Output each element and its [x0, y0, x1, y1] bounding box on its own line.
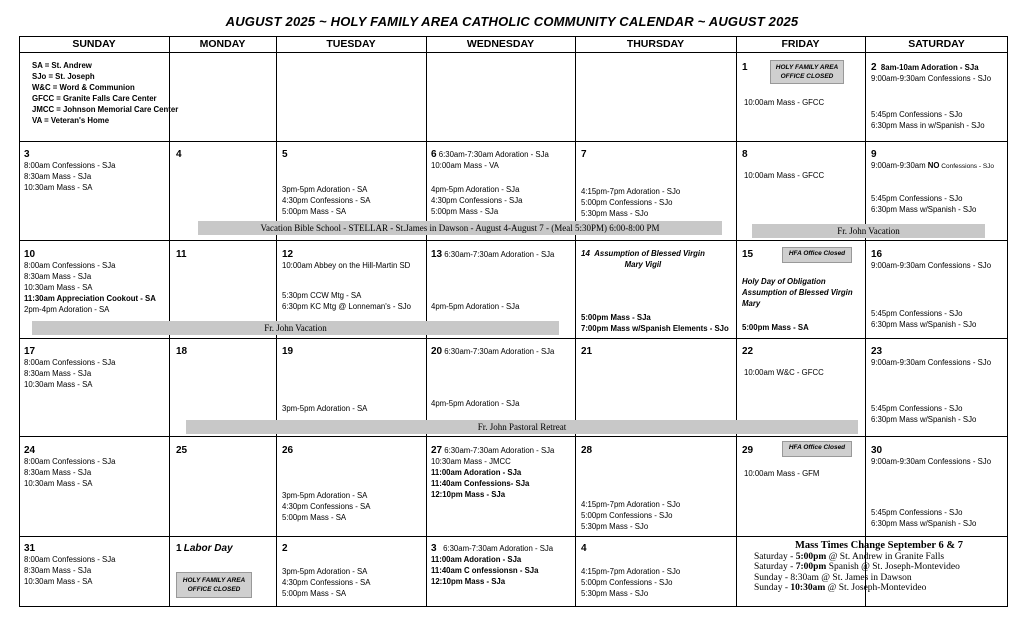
day-header-wednesday: WEDNESDAY [466, 38, 535, 50]
event: 4pm-5pm Adoration - SJa [431, 302, 520, 311]
row-divider [19, 52, 1008, 53]
day-4 [176, 149, 182, 160]
day-number: 3 [431, 543, 437, 554]
legend-item: JMCC = Johnson Memorial Care Center [32, 105, 179, 114]
day-number: 4 [176, 149, 182, 160]
day-number: 5 [282, 149, 288, 160]
day-number: 22 [742, 346, 754, 357]
notice-title: Mass Times Change September 6 & 7 [795, 540, 963, 551]
events: 3pm-5pm Adoration - SA 4:30pm Confessions - SA 5:00pm Mass - SA [282, 567, 371, 598]
day-number: 17 [24, 346, 36, 357]
event: 10:00am W&C - GFCC [744, 368, 824, 377]
office-closed-badge: HOLY FAMILY AREA OFFICE CLOSED [770, 60, 844, 84]
vbs-banner: Vacation Bible School - STELLAR - St.James in Dawson - August 4-August 7 - (Meal 5:30PM) 6:00-8:00 PM [198, 221, 722, 235]
day-header-sunday: SUNDAY [72, 38, 116, 50]
events: 5:45pm Confessions - SJo 6:30pm Mass w/Spanish - SJo [871, 508, 977, 528]
day-13: 13 6:30am-7:30am Adoration - SJa [431, 249, 555, 260]
day-3: 3 8:00am Confessions - SJa 8:30am Mass - SJa 10:30am Mass - SA [24, 149, 116, 192]
day-number: 21 [581, 346, 593, 357]
day-6: 6 6:30am-7:30am Adoration - SJa 10:00am Mass - VA [431, 149, 549, 170]
day-header-friday: FRIDAY [781, 38, 820, 50]
day-number: 31 [24, 543, 36, 554]
legend [32, 60, 178, 126]
day-number: 2 [871, 62, 877, 73]
events: 5:00pm Mass - SJa 7:00pm Mass w/Spanish Elements - SJo [581, 313, 729, 333]
legend-item: SA = St. Andrew [32, 61, 92, 70]
day-number: 10 [24, 249, 36, 260]
day-number: 30 [871, 445, 883, 456]
row-divider [19, 436, 1008, 437]
day-sept-1: 1 Labor Day [176, 543, 233, 554]
day-number: 12 [282, 249, 294, 260]
event: 10:00am Mass - GFM [744, 469, 820, 478]
notice-line: Sunday - 8:30am @ St. James in Dawson [754, 572, 912, 583]
retreat-banner: Fr. John Pastoral Retreat [186, 420, 858, 434]
day-10: 10 8:00am Confessions - SJa 8:30am Mass - SJa 10:30am Mass - SA 11:30am Appreciation Cookout - SA 2pm-4pm Adoration - SA [24, 249, 156, 314]
day-header-monday: MONDAY [199, 38, 246, 50]
col-divider [575, 36, 576, 607]
day-27: 27 6:30am-7:30am Adoration - SJa 10:30am Mass - JMCC 11:00am Adoration - SJa 11:40am Confessions- SJa 12:10pm Mass - SJa [431, 445, 555, 499]
mass-times-change-notice [754, 541, 1004, 594]
day-number: 11 [176, 249, 187, 260]
day-22 [742, 346, 753, 357]
legend-item: W&C = Word & Communion [32, 83, 135, 92]
day-number: 7 [581, 149, 587, 160]
day-30: 30 9:00am-9:30am Confessions - SJo [871, 445, 992, 466]
events: 5:45pm Confessions - SJo 6:30pm Mass in w/Spanish - SJo [871, 110, 985, 130]
day-number: 14 [581, 249, 590, 258]
day-number: 8 [742, 149, 748, 160]
day-17: 17 8:00am Confessions - SJa 8:30am Mass - SJa 10:30am Mass - SA [24, 346, 116, 389]
day-14: 14 Assumption of Blessed Virgin Mary Vigil [581, 249, 705, 269]
row-divider [19, 536, 1008, 537]
day-number: 27 [431, 445, 443, 456]
calendar-title: AUGUST 2025 ~ HOLY FAMILY AREA CATHOLIC COMMUNITY CALENDAR ~ AUGUST 2025 [225, 14, 799, 29]
day-sept-4 [581, 543, 587, 554]
day-header-tuesday: TUESDAY [326, 38, 376, 50]
day-29 [742, 445, 753, 456]
day-number: 25 [176, 445, 188, 456]
day-7 [581, 149, 587, 160]
day-9: 9 9:00am-9:30am NO Confessions - SJo [871, 149, 995, 170]
day-number: 18 [176, 346, 188, 357]
day-20: 20 6:30am-7:30am Adoration - SJa [431, 346, 555, 357]
day-number: 1 [742, 62, 748, 73]
vacation-banner: Fr. John Vacation [32, 321, 559, 335]
day-21 [581, 346, 592, 357]
day-2: 2 8am-10am Adoration - SJa 9:00am-9:30am Confessions - SJo [871, 62, 992, 83]
notice-line: Saturday - 5:00pm @ St. Andrew in Granite Falls [754, 551, 945, 562]
event: 4pm-5pm Adoration - SJa [431, 399, 520, 408]
day-number: 19 [282, 346, 294, 357]
events: 4:15pm-7pm Adoration - SJo 5:00pm Confessions - SJo 5:30pm Mass - SJo [581, 187, 681, 218]
day-25 [176, 445, 187, 456]
notice-line: Saturday - 7:00pm Spanish @ St. Joseph-Montevideo [754, 562, 960, 572]
day-number: 28 [581, 445, 593, 456]
day-number: 1 [176, 543, 182, 554]
row-divider [19, 240, 1008, 241]
legend-item: SJo = St. Joseph [32, 72, 95, 81]
day-24: 24 8:00am Confessions - SJa 8:30am Mass - SJa 10:30am Mass - SA [24, 445, 116, 488]
day-31: 31 8:00am Confessions - SJa 8:30am Mass - SJa 10:30am Mass - SA [24, 543, 116, 586]
events: 3pm-5pm Adoration - SA 4:30pm Confessions - SA 5:00pm Mass - SA [282, 491, 371, 522]
day-8 [742, 149, 748, 160]
events: 4:15pm-7pm Adoration - SJo 5:00pm Confessions - SJo 5:30pm Mass - SJo [581, 567, 681, 598]
day-number: 15 [742, 249, 754, 260]
day-19 [282, 346, 293, 357]
event: 3pm-5pm Adoration - SA [282, 404, 368, 413]
events: 5:30pm CCW Mtg - SA 6:30pm KC Mtg @ Lonneman's - SJo [282, 291, 412, 311]
day-26 [282, 445, 293, 456]
notice-line: Sunday - 10:30am @ St. Joseph-Montevideo [754, 583, 927, 593]
hfa-office-closed-badge: HFA Office Closed [782, 441, 852, 457]
vacation-banner: Fr. John Vacation [752, 224, 985, 238]
day-23: 23 9:00am-9:30am Confessions - SJo [871, 346, 992, 367]
hfa-office-closed-badge: HFA Office Closed [782, 247, 852, 263]
holy-day-note: Holy Day of Obligation Assumption of Blessed Virgin Mary [742, 277, 853, 308]
day-number: 24 [24, 445, 36, 456]
day-16: 16 9:00am-9:30am Confessions - SJo [871, 249, 992, 270]
events: 3pm-5pm Adoration - SA 4:30pm Confessions - SA 5:00pm Mass - SA [282, 185, 371, 216]
event: 5:00pm Mass - SA [742, 323, 809, 332]
event: 10:00am Mass - GFCC [744, 98, 825, 107]
events: 5:45pm Confessions - SJo 6:30pm Mass w/Spanish - SJo [871, 309, 977, 329]
day-number: 20 [431, 346, 443, 357]
day-5 [282, 149, 288, 160]
day-number: 26 [282, 445, 294, 456]
col-divider [865, 36, 866, 607]
office-closed-badge: HOLY FAMILY AREA OFFICE CLOSED [176, 572, 252, 598]
day-number: 13 [431, 249, 443, 260]
day-1 [742, 62, 748, 73]
day-number: 23 [871, 346, 883, 357]
day-12: 12 10:00am Abbey on the Hill-Martin SD [282, 249, 411, 270]
day-number: 4 [581, 543, 587, 554]
day-sept-2 [282, 543, 288, 554]
day-15 [742, 249, 753, 260]
legend-item: VA = Veteran's Home [32, 116, 110, 125]
row-divider [19, 338, 1008, 339]
day-number: 2 [282, 543, 288, 554]
day-28 [581, 445, 592, 456]
col-divider [736, 36, 737, 607]
legend-item: GFCC = Granite Falls Care Center [32, 94, 157, 103]
day-sept-3: 3 6:30am-7:30am Adoration - SJa 11:00am Adoration - SJa 11:40am C onfessionsn - SJa 12:10pm Mass - SJa [431, 543, 554, 586]
day-number: 9 [871, 149, 877, 160]
day-number: 16 [871, 249, 883, 260]
day-number: 6 [431, 149, 437, 160]
day-number: 3 [24, 149, 30, 160]
day-11 [176, 249, 187, 260]
event: 10:00am Mass - GFCC [744, 171, 825, 180]
day-18 [176, 346, 187, 357]
day-number: 29 [742, 445, 754, 456]
row-divider [19, 141, 1008, 142]
day-header-thursday: THURSDAY [626, 38, 685, 50]
events: 5:45pm Confessions - SJo 6:30pm Mass w/Spanish - SJo [871, 194, 977, 214]
events: 4pm-5pm Adoration - SJa 4:30pm Confessions - SJa 5:00pm Mass - SJa [431, 185, 523, 216]
day-header-saturday: SATURDAY [908, 38, 965, 50]
events: 4:15pm-7pm Adoration - SJo 5:00pm Confessions - SJo 5:30pm Mass - SJo [581, 500, 681, 531]
events: 5:45pm Confessions - SJo 6:30pm Mass w/Spanish - SJo [871, 404, 977, 424]
